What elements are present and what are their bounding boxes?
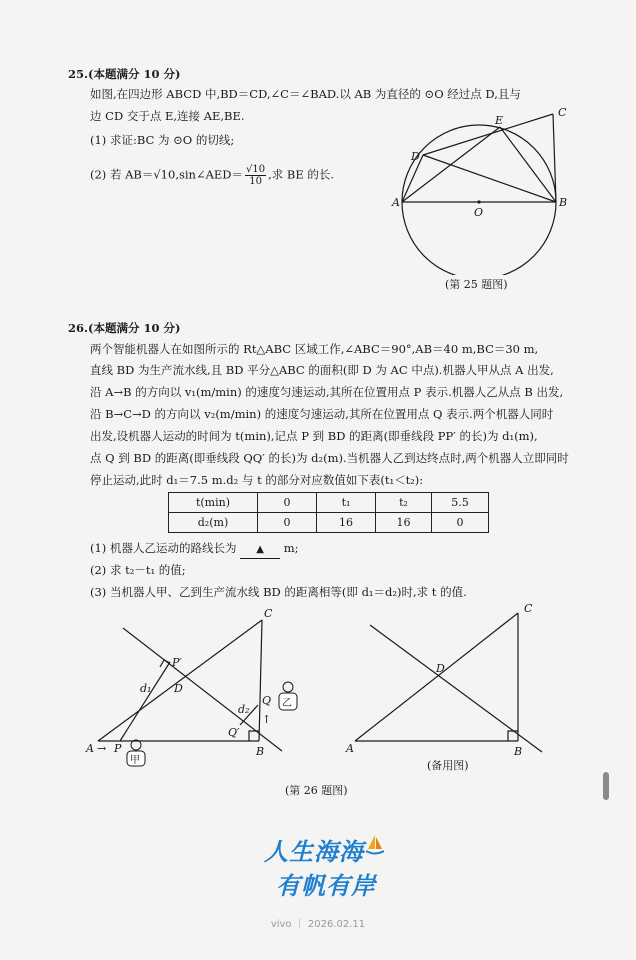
q26-backup-figure xyxy=(340,595,560,780)
q26-line-3: 沿 A→B 的方向以 v₁(m/min) 的速度匀速运动,其所在位置用点 P 表示.机器人乙从点 B 出发, xyxy=(90,385,564,399)
q25-sub-1: (1) 求证:BC 为 ⊙O 的切线; xyxy=(90,133,235,147)
q25-line-2: 边 CD 交于点 E,连接 AE,BE. xyxy=(90,109,245,123)
fig26-label-d2: d₂ xyxy=(238,703,250,716)
photo-watermark: vivo ｜ 2026.02.11 xyxy=(270,919,366,930)
sailboat-icon xyxy=(366,834,384,856)
fig26-up-arrow-icon: ↑ xyxy=(262,713,272,726)
label-a: A xyxy=(392,196,400,209)
table-cell: 16 xyxy=(317,513,376,533)
table-cell: t₁ xyxy=(317,493,376,513)
fig26-label-a: A xyxy=(86,742,94,755)
slogan-line-2: 有帆有岸 xyxy=(276,872,376,900)
q25-fraction-denominator: 10 xyxy=(249,176,262,187)
q25-caption: (第 25 题图) xyxy=(445,278,508,291)
table-cell: d₂(m) xyxy=(169,513,258,533)
table-cell: t(min) xyxy=(169,493,258,513)
q25-sub-2-text-a: (2) 若 AB＝√10,sin∠AED＝ xyxy=(90,167,244,182)
center-point-o xyxy=(477,200,480,203)
table-cell: 0 xyxy=(258,513,317,533)
q26-sub-1-text-a: (1) 机器人乙运动的路线长为 xyxy=(90,541,237,555)
q26-line-7: 停止运动,此时 d₁＝7.5 m.d₂ 与 t 的部分对应数值如下表(t₁＜t₂): xyxy=(90,473,424,487)
label-o: O xyxy=(474,206,484,219)
q25-fraction-numerator: √10 xyxy=(246,164,266,175)
table-cell: 0 xyxy=(432,513,489,533)
q26-header: 26.(本题满分 10 分) xyxy=(68,321,181,335)
table-row xyxy=(169,493,489,513)
fig26-label-d1: d₁ xyxy=(140,682,152,695)
fig26-label-q-prime: Q′ xyxy=(228,726,240,739)
label-e: E xyxy=(495,114,504,127)
q25-header: 25.(本题满分 10 分) xyxy=(68,67,181,81)
robot-yi-icon xyxy=(279,682,297,710)
q26-figure xyxy=(85,600,305,780)
q25-line-1: 如图,在四边形 ABCD 中,BD＝CD,∠C＝∠BAD.以 AB 为直径的 ⊙O 经过点 D,且与 xyxy=(90,87,521,101)
scrollbar-thumb[interactable] xyxy=(603,772,609,800)
q25-sub-2-text-b: ,求 BE 的长. xyxy=(268,167,335,182)
answer-blank xyxy=(240,542,280,559)
segment-bd xyxy=(423,155,556,202)
backup-label-b: B xyxy=(514,745,523,758)
fig26-label-q: Q xyxy=(262,694,272,707)
segment-be xyxy=(500,127,556,202)
fig26-arrow-icon: → xyxy=(97,742,107,755)
q26-line-1: 两个智能机器人在如图所示的 Rt△ABC 区域工作,∠ABC＝90°,AB＝40 m,BC＝30 m, xyxy=(90,342,539,356)
q25-figure xyxy=(390,95,580,275)
q26-sub-1-text-b: m; xyxy=(283,541,299,555)
q25-sub-2 xyxy=(90,164,334,187)
slogan-line-1: 人生海海 xyxy=(264,838,364,866)
label-c: C xyxy=(558,106,567,119)
backup-line-bd xyxy=(370,625,542,752)
label-b: B xyxy=(559,196,568,209)
table-row xyxy=(169,513,489,533)
q26-value-table xyxy=(168,492,489,533)
q26-line-4: 沿 B→C→D 的方向以 v₂(m/min) 的速度匀速运动,其所在位置用点 Q 表示.两个机器人同时 xyxy=(90,407,554,421)
fig26-label-b: B xyxy=(256,745,265,758)
q26-sub-2: (2) 求 t₂－t₁ 的值; xyxy=(90,563,186,577)
backup-label-c: C xyxy=(524,602,533,615)
backup-label-d: D xyxy=(436,662,445,675)
fig26-label-p: P xyxy=(114,742,122,755)
segment-ae xyxy=(402,127,500,202)
backup-label-a: A xyxy=(346,742,354,755)
perpendicular-pp xyxy=(120,662,170,741)
fig26-label-p-prime: P′ xyxy=(172,656,182,669)
circle-o xyxy=(402,125,556,275)
q26-line-5: 出发,设机器人运动的时间为 t(min),记点 P 到 BD 的距离(即垂线段 PP′ 的长)为 d₁(m), xyxy=(90,429,538,443)
q26-line-2: 直线 BD 为生产流水线,且 BD 平分△ABC 的面积(即 D 为 AC 中点).机器人甲从点 A 出发, xyxy=(90,363,554,377)
slogan-logo xyxy=(258,832,388,912)
q26-backup-caption: (备用图) xyxy=(427,759,469,772)
fig26-label-d: D xyxy=(174,682,183,695)
table-cell: 5.5 xyxy=(432,493,489,513)
label-d: D xyxy=(411,150,420,163)
table-cell: 0 xyxy=(258,493,317,513)
fig26-label-c: C xyxy=(264,607,273,620)
blank-triangle-icon: ▲ xyxy=(256,544,264,555)
robot-jia-icon xyxy=(127,740,145,766)
q25-fraction xyxy=(245,164,266,187)
hypotenuse-ac xyxy=(98,620,262,741)
robot-jia-label: 甲 xyxy=(130,755,140,766)
table-cell: 16 xyxy=(376,513,432,533)
q26-sub-3: (3) 当机器人甲、乙到生产流水线 BD 的距离相等(即 d₁＝d₂)时,求 t 的值. xyxy=(90,585,467,599)
q26-sub-1 xyxy=(90,540,299,559)
robot-yi-label: 乙 xyxy=(282,698,292,709)
q26-caption: (第 26 题图) xyxy=(285,784,348,797)
q26-line-6: 点 Q 到 BD 的距离(即垂线段 QQ′ 的长)为 d₂(m).当机器人乙到达终点时,两个机器人立即同时 xyxy=(90,451,569,465)
table-cell: t₂ xyxy=(376,493,432,513)
